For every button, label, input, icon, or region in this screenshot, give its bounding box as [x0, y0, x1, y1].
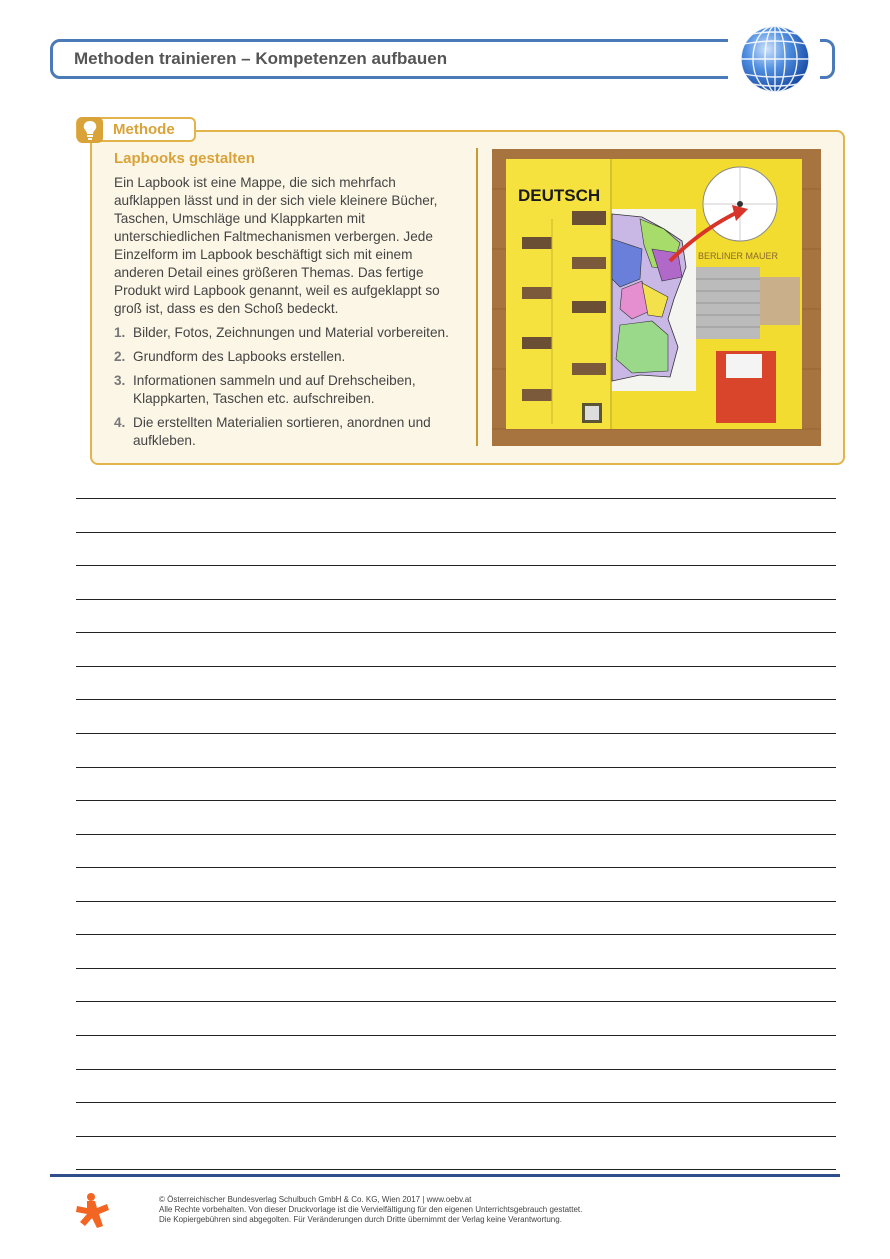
method-description: Ein Lapbook ist eine Mappe, die sich mehrfach aufklappen lässt und in der sich viele kleinere Bücher, Taschen, Umschläge und Klappkarten mit unterschiedlichen Faltmechanismen verbergen. Jede Einzelform im Lapbook beschäftigt sich mit einem anderen Detail eines größeren Themas. Das fertige Produkt wird Lapbook genannt, weil es aufgeklappt so groß ist, dass es den Schoß bedeckt. — [114, 175, 440, 316]
writing-line — [76, 733, 836, 767]
writing-line — [76, 699, 836, 733]
writing-line — [76, 532, 836, 566]
writing-line — [76, 1035, 836, 1069]
writing-line — [76, 1169, 836, 1170]
step-number: 2. — [114, 349, 126, 364]
writing-line — [76, 834, 836, 868]
writing-line — [76, 867, 836, 901]
steps-list — [114, 324, 459, 456]
writing-line — [76, 599, 836, 633]
method-divider — [476, 148, 478, 446]
writing-line — [76, 901, 836, 935]
photo-banner: BERLINER MAUER — [698, 251, 779, 261]
writing-line — [76, 934, 836, 968]
writing-line — [76, 1069, 836, 1103]
writing-line — [76, 800, 836, 834]
writing-line — [76, 565, 836, 599]
footer-line-3: Die Kopiergebühren sind abgegolten. Für Veränderungen durch Dritte übernimmt der Verlag keine Verantwortung. — [159, 1215, 562, 1224]
page-title: Methoden trainieren – Kompetenzen aufbauen — [74, 49, 448, 68]
writing-line — [76, 968, 836, 1002]
step-number: 4. — [114, 415, 126, 430]
globe-icon — [738, 24, 812, 94]
step-item — [114, 348, 459, 366]
writing-lines — [76, 498, 836, 1170]
step-text: Bilder, Fotos, Zeichnungen und Material vorbereiten. — [133, 325, 449, 340]
method-tab-label: Methode — [113, 121, 175, 138]
step-item — [114, 372, 459, 408]
writing-line — [76, 632, 836, 666]
step-number: 3. — [114, 373, 126, 388]
writing-line — [76, 666, 836, 700]
writing-line — [76, 767, 836, 801]
lightbulb-icon — [77, 117, 103, 143]
footer-line-2: Alle Rechte vorbehalten. Von dieser Druckvorlage ist die Vervielfältigung für den eigenen Unterrichtsgebrauch gestattet. — [159, 1205, 583, 1214]
footer-line-1: © Österreichischer Bundesverlag Schulbuch GmbH & Co. KG, Wien 2017 | www.oebv.at — [159, 1195, 472, 1204]
step-number: 1. — [114, 325, 126, 340]
writing-line — [76, 498, 836, 532]
step-item — [114, 324, 459, 342]
writing-line — [76, 1136, 836, 1170]
lapbook-photo — [492, 149, 821, 446]
step-item — [114, 414, 459, 450]
step-text: Informationen sammeln und auf Drehscheiben, Klappkarten, Taschen etc. aufschreiben. — [133, 373, 416, 406]
step-text: Grundform des Lapbooks erstellen. — [133, 349, 346, 364]
step-text: Die erstellten Materialien sortieren, anordnen und aufkleben. — [133, 415, 431, 448]
photo-word: DEUTSCH — [518, 186, 601, 205]
footer-divider — [50, 1174, 840, 1177]
writing-line — [76, 1102, 836, 1136]
footer-copyright — [159, 1195, 582, 1225]
method-title: Lapbooks gestalten — [114, 150, 255, 167]
oebv-logo-icon — [73, 1192, 111, 1230]
writing-line — [76, 1001, 836, 1035]
